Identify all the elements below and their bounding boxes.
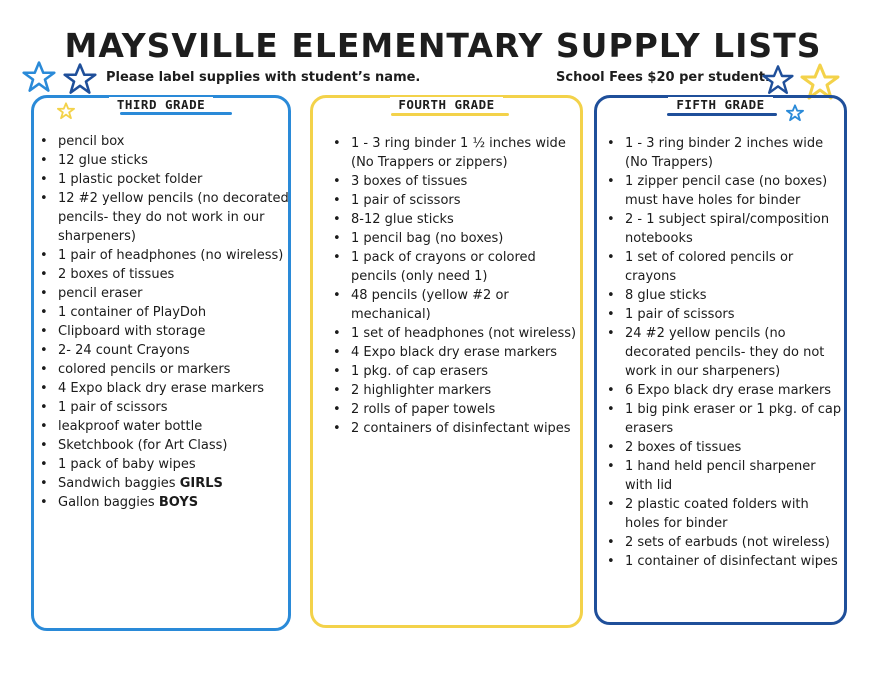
list-item: • 1 container of disinfectant wipes [601, 552, 843, 571]
list-item: • 2 rolls of paper towels [327, 400, 579, 419]
list-item: • pencil box [34, 132, 290, 151]
list-item: • 2 containers of disinfectant wipes [327, 419, 579, 438]
star-icon [762, 64, 794, 96]
third-grade-heading-text: THIRD GRADE [109, 97, 213, 112]
list-item: • 1 pair of headphones (no wireless) [34, 246, 290, 265]
list-item: • 1 - 3 ring binder 1 ½ inches wide (No Trappers or zippers) [327, 134, 579, 172]
list-item: • 24 #2 yellow pencils (no decorated pencils- they do not work in our sharpeners) [601, 324, 843, 381]
list-item: • 1 set of colored pencils or crayons [601, 248, 843, 286]
item-emphasis: GIRLS [179, 476, 223, 491]
list-item: • 12 #2 yellow pencils (no decorated pencils- they do not work in our sharpeners) [34, 189, 290, 246]
list-item: • 12 glue sticks [34, 151, 290, 170]
list-item: • 1 pack of baby wipes [34, 455, 290, 474]
fees-note: School Fees $20 per student. [556, 70, 770, 85]
list-item: • 1 - 3 ring binder 2 inches wide (No Trappers) [601, 134, 843, 172]
list-item: • 4 Expo black dry erase markers [34, 379, 290, 398]
item-emphasis: BOYS [158, 495, 199, 510]
list-item: • 2 highlighter markers [327, 381, 579, 400]
list-item: • 1 set of headphones (not wireless) [327, 324, 579, 343]
list-item: • 4 Expo black dry erase markers [327, 343, 579, 362]
third-grade-card [31, 95, 291, 631]
fourth-grade-list [327, 134, 579, 438]
list-item: • 2 - 1 subject spiral/composition notebooks [601, 210, 843, 248]
fifth-grade-card [594, 95, 847, 625]
fifth-grade-heading-text: FIFTH GRADE [668, 97, 772, 112]
label-note: Please label supplies with student’s name. [106, 70, 421, 85]
list-item: • 2- 24 count Crayons [34, 341, 290, 360]
item-text: Gallon baggies [58, 495, 159, 510]
list-item: • Clipboard with storage [34, 322, 290, 341]
list-item: • 1 pair of scissors [327, 191, 579, 210]
list-item: • 1 big pink eraser or 1 pkg. of cap erasers [601, 400, 843, 438]
list-item: • 2 plastic coated folders with holes for binder [601, 495, 843, 533]
list-item: • leakproof water bottle [34, 417, 290, 436]
fifth-grade-heading [597, 94, 844, 113]
fifth-grade-list [601, 134, 843, 571]
list-item: • 8-12 glue sticks [327, 210, 579, 229]
list-item: • 2 boxes of tissues [34, 265, 290, 284]
fourth-grade-heading [313, 94, 580, 113]
heading-underline [667, 113, 777, 116]
star-icon [63, 62, 97, 96]
heading-underline [391, 113, 509, 116]
page-title: MAYSVILLE ELEMENTARY SUPPLY LISTS [64, 26, 822, 65]
list-item: • 8 glue sticks [601, 286, 843, 305]
list-item: • pencil eraser [34, 284, 290, 303]
star-icon [22, 60, 56, 94]
list-item: • 3 boxes of tissues [327, 172, 579, 191]
list-item: • 1 container of PlayDoh [34, 303, 290, 322]
list-item: • 1 pair of scissors [601, 305, 843, 324]
fourth-grade-heading-text: FOURTH GRADE [390, 97, 502, 112]
list-item: • 1 pkg. of cap erasers [327, 362, 579, 381]
list-item: • 2 boxes of tissues [601, 438, 843, 457]
list-item: • 1 hand held pencil sharpener with lid [601, 457, 843, 495]
list-item: • 6 Expo black dry erase markers [601, 381, 843, 400]
list-item-gallon-baggies [34, 493, 290, 512]
list-item: • 1 zipper pencil case (no boxes) must have holes for binder [601, 172, 843, 210]
list-item: • colored pencils or markers [34, 360, 290, 379]
third-grade-heading [34, 94, 288, 113]
list-item: • 1 pair of scissors [34, 398, 290, 417]
heading-underline [120, 112, 232, 115]
list-item-sandwich-baggies [34, 474, 290, 493]
list-item: • 1 plastic pocket folder [34, 170, 290, 189]
list-item: • 2 sets of earbuds (not wireless) [601, 533, 843, 552]
list-item: • 1 pencil bag (no boxes) [327, 229, 579, 248]
fourth-grade-card [310, 95, 583, 628]
list-item: • 48 pencils (yellow #2 or mechanical) [327, 286, 579, 324]
item-text: Sandwich baggies [58, 476, 180, 491]
list-item: • Sketchbook (for Art Class) [34, 436, 290, 455]
third-grade-list [34, 132, 290, 512]
list-item: • 1 pack of crayons or colored pencils (only need 1) [327, 248, 579, 286]
